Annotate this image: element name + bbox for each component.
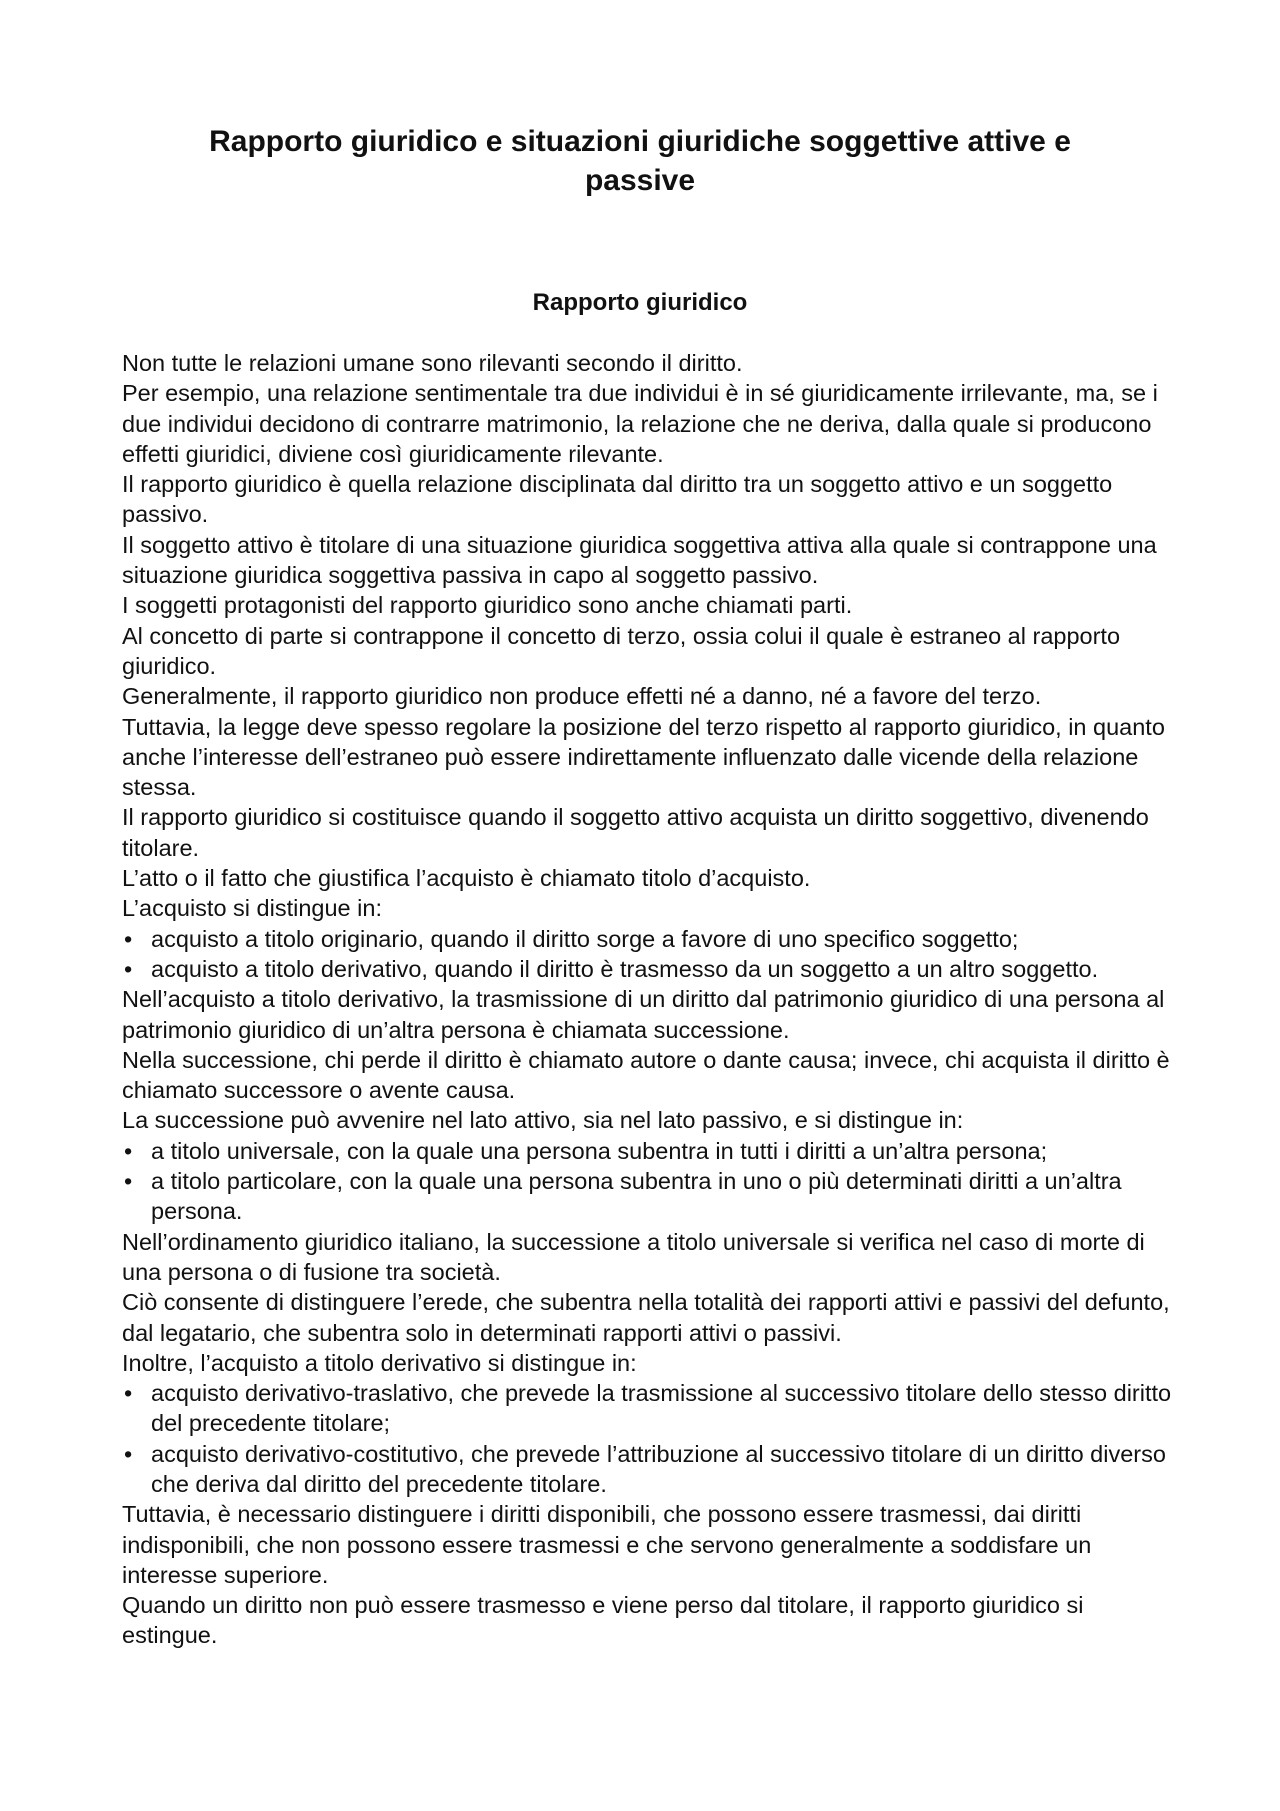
paragraph: Per esempio, una relazione sentimentale tra due individui è in sé giuridicamente irrilevante, ma, se i due individui decidono di contrarre matrimonio, la relazione che ne deriva, dalla quale si producono effetti giuridici, diviene così giuridicamente rilevante. (122, 380, 1158, 467)
list-item-text: a titolo particolare, con la quale una persona subentra in uno o più determinati diritti a un’altra persona. (151, 1168, 1122, 1225)
list-item (122, 1136, 1182, 1166)
paragraph: L’acquisto si distingue in: (122, 895, 382, 922)
paragraph: Nell’acquisto a titolo derivativo, la trasmissione di un diritto dal patrimonio giuridico di una persona al patrimonio giuridico di un’altra persona è chiamata successione. (122, 986, 1165, 1043)
bullet-icon: • (124, 925, 133, 952)
paragraph-group-4 (122, 1499, 1182, 1650)
paragraph: Tuttavia, la legge deve spesso regolare la posizione del terzo rispetto al rapporto giuridico, in quanto anche l’interesse dell’estraneo può essere indirettamente influenzato dalle vicende della relazione stessa. (122, 713, 1165, 801)
list-item (122, 1378, 1182, 1439)
bullet-list-acquisto (122, 924, 1182, 985)
paragraph: Al concetto di parte si contrappone il concetto di terzo, ossia colui il quale è estraneo al rapporto giuridico. (122, 622, 1121, 679)
paragraph: Il soggetto attivo è titolare di una situazione giuridica soggettiva attiva alla quale si contrappone una situazione giuridica soggettiva passiva in capo al soggetto passivo. (122, 531, 1157, 589)
bullet-icon: • (124, 1137, 133, 1164)
paragraph: Generalmente, il rapporto giuridico non produce effetti né a danno, né a favore del terzo. (122, 683, 1042, 710)
paragraph: Il rapporto giuridico è quella relazione disciplinata dal diritto tra un soggetto attivo e un soggetto passivo. (122, 471, 1113, 528)
list-item-text: a titolo universale, con la quale una persona subentra in tutti i diritti a un’altra persona; (151, 1137, 1048, 1164)
bullet-icon: • (124, 1440, 133, 1467)
paragraph: L’atto o il fatto che giustifica l’acquisto è chiamato titolo d’acquisto. (122, 865, 811, 892)
paragraph: Nella successione, chi perde il diritto è chiamato autore o dante causa; invece, chi acquista il diritto è chiamato successore o avente causa. (122, 1046, 1170, 1104)
list-item-text: acquisto derivativo-traslativo, che prevede la trasmissione al successivo titolare dello stesso diritto del precedente titolare; (151, 1380, 1172, 1437)
paragraph: Tuttavia, è necessario distinguere i diritti disponibili, che possono essere trasmessi, dai diritti indisponibili, che non possono essere trasmessi e che servono generalmente a soddisfare un interesse superiore. (122, 1501, 1092, 1588)
bullet-list-successione (122, 1136, 1182, 1227)
list-item-text: acquisto a titolo derivativo, quando il diritto è trasmesso da un soggetto a un altro soggetto. (151, 955, 1099, 982)
paragraph-group-3 (122, 1227, 1182, 1378)
paragraph-group-2 (122, 984, 1182, 1135)
list-item-text: acquisto derivativo-costitutivo, che prevede l’attribuzione al successivo titolare di un diritto diverso che deriva dal diritto del precedente titolare. (151, 1440, 1166, 1497)
paragraph-group-1 (122, 348, 1182, 924)
list-item-text: acquisto a titolo originario, quando il diritto sorge a favore di uno specifico soggetto; (151, 925, 1019, 952)
list-item (122, 924, 1182, 954)
bullet-list-derivativo (122, 1378, 1182, 1499)
bullet-icon: • (124, 1168, 133, 1195)
paragraph: Quando un diritto non può essere trasmesso e viene perso dal titolare, il rapporto giuridico si estingue. (122, 1592, 1084, 1649)
bullet-icon: • (124, 955, 133, 982)
paragraph: I soggetti protagonisti del rapporto giuridico sono anche chiamati parti. (122, 592, 853, 619)
bullet-icon: • (124, 1380, 133, 1407)
paragraph: Il rapporto giuridico si costituisce quando il soggetto attivo acquista un diritto soggettivo, divenendo titolare. (122, 804, 1149, 861)
paragraph: La successione può avvenire nel lato attivo, sia nel lato passivo, e si distingue in: (122, 1107, 964, 1134)
list-item (122, 954, 1182, 984)
paragraph: Inoltre, l’acquisto a titolo derivativo si distingue in: (122, 1349, 637, 1376)
paragraph: Ciò consente di distinguere l’erede, che subentra nella totalità dei rapporti attivi e passivi del defunto, dal legatario, che subentra solo in determinati rapporti attivi o passivi. (122, 1289, 1170, 1346)
document-title: Rapporto giuridico e situazioni giuridiche soggettive attive e passive (209, 125, 1071, 197)
list-item (122, 1439, 1182, 1500)
paragraph: Non tutte le relazioni umane sono rilevanti secondo il diritto. (122, 350, 743, 376)
document-body (122, 348, 1182, 1651)
section-heading: Rapporto giuridico (532, 289, 748, 316)
list-item (122, 1166, 1182, 1227)
paragraph: Nell’ordinamento giuridico italiano, la successione a titolo universale si verifica nel caso di morte di una persona o di fusione tra società. (122, 1228, 1145, 1285)
